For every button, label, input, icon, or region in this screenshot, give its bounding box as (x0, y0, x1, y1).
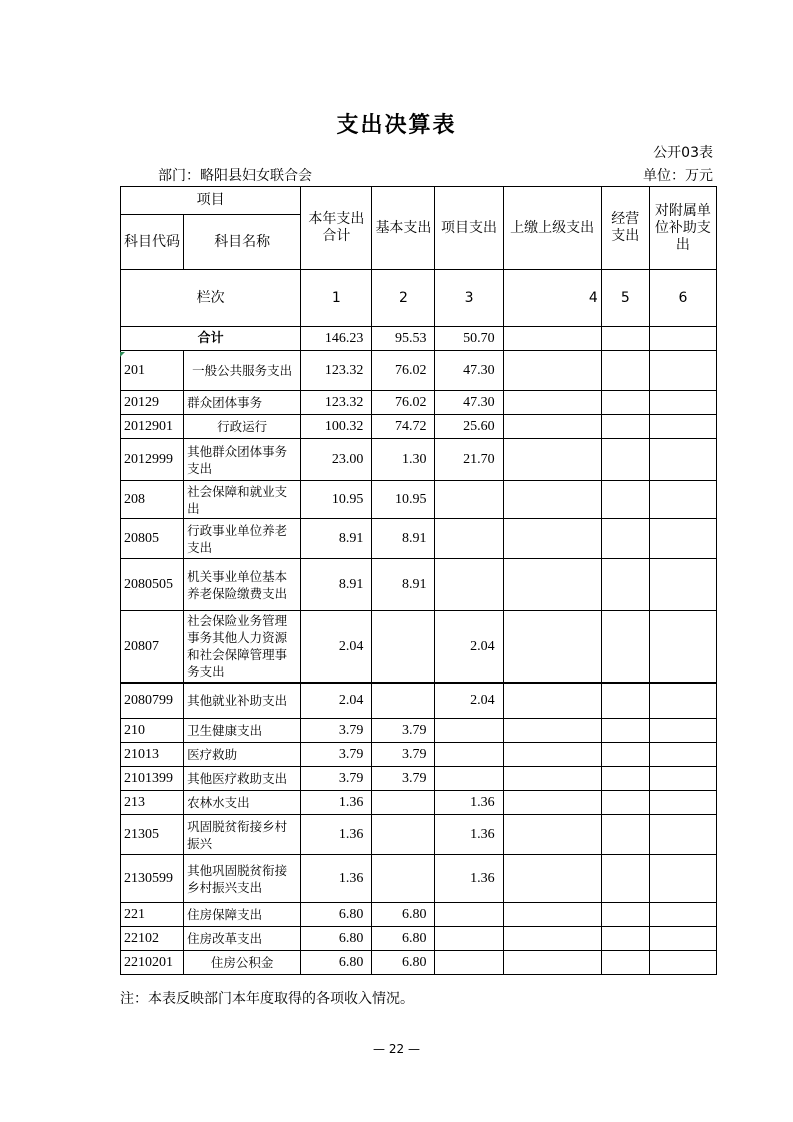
row-code: 20805 (121, 519, 184, 559)
row-basic (372, 855, 435, 903)
row-name: 住房公积金 (184, 951, 301, 975)
row-basic: 8.91 (372, 559, 435, 611)
row-project (435, 519, 503, 559)
row-basic (372, 683, 435, 719)
column-index-5: 5 (601, 270, 649, 327)
total-project: 50.70 (435, 327, 503, 351)
table-row (121, 855, 717, 903)
table-row (121, 415, 717, 439)
table-row (121, 391, 717, 415)
table-row (121, 815, 717, 855)
row-basic: 8.91 (372, 519, 435, 559)
row-name: 机关事业单位基本养老保险缴费支出 (184, 559, 301, 611)
row-code: 21013 (121, 743, 184, 767)
row-name: 住房保障支出 (184, 903, 301, 927)
cell-comment-marker (120, 352, 125, 357)
table-row (121, 351, 717, 391)
row-total: 2.04 (301, 611, 372, 683)
row-basic: 1.30 (372, 439, 435, 481)
table-row (121, 719, 717, 743)
row-name: 社会保险业务管理事务其他人力资源和社会保障管理事务支出 (184, 611, 301, 683)
row-project: 47.30 (435, 391, 503, 415)
unit-label: 单位：万元 (643, 168, 713, 184)
row-project: 25.60 (435, 415, 503, 439)
row-project: 2.04 (435, 683, 503, 719)
row-name: 医疗救助 (184, 743, 301, 767)
row-project: 1.36 (435, 791, 503, 815)
row-project: 47.30 (435, 351, 503, 391)
row-code: 213 (121, 791, 184, 815)
header-upper: 上缴上级支出 (503, 187, 601, 270)
row-code: 20807 (121, 611, 184, 683)
table-row (121, 519, 717, 559)
row-name: 其他就业补助支出 (184, 683, 301, 719)
table-row (121, 791, 717, 815)
row-code: 2080505 (121, 559, 184, 611)
row-code: 21305 (121, 815, 184, 855)
row-total: 8.91 (301, 559, 372, 611)
column-index-label: 栏次 (121, 270, 301, 327)
row-code: 2080799 (121, 683, 184, 719)
row-name: 社会保障和就业支出 (184, 481, 301, 519)
row-total: 1.36 (301, 855, 372, 903)
column-index-2: 2 (372, 270, 435, 327)
row-total: 3.79 (301, 719, 372, 743)
table-note: 注：本表反映部门本年度取得的各项收入情况。 (120, 991, 414, 1007)
row-total: 8.91 (301, 519, 372, 559)
row-name: 一般公共服务支出 (184, 351, 301, 391)
total-amount: 146.23 (301, 327, 372, 351)
row-name: 卫生健康支出 (184, 719, 301, 743)
row-total: 2.04 (301, 683, 372, 719)
row-name: 行政事业单位养老支出 (184, 519, 301, 559)
row-basic: 74.72 (372, 415, 435, 439)
row-total: 6.80 (301, 951, 372, 975)
table-row (121, 951, 717, 975)
row-name: 农林水支出 (184, 791, 301, 815)
column-index-4: 4 (503, 270, 601, 327)
row-project (435, 903, 503, 927)
row-total: 3.79 (301, 767, 372, 791)
table-row (121, 611, 717, 683)
row-code: 2101399 (121, 767, 184, 791)
row-code: 2210201 (121, 951, 184, 975)
row-basic: 76.02 (372, 391, 435, 415)
header-name: 科目名称 (184, 215, 301, 270)
row-total: 10.95 (301, 481, 372, 519)
row-code: 210 (121, 719, 184, 743)
column-index-3: 3 (435, 270, 503, 327)
row-total: 123.32 (301, 391, 372, 415)
row-name: 其他巩固脱贫衔接乡村振兴支出 (184, 855, 301, 903)
department-label: 部门：略阳县妇女联合会 (158, 168, 312, 184)
header-business: 经营支出 (601, 187, 649, 270)
table-row (121, 439, 717, 481)
table-row (121, 903, 717, 927)
row-name: 其他群众团体事务支出 (184, 439, 301, 481)
table-row (121, 481, 717, 519)
header-subsidy: 对附属单位补助支出 (649, 187, 716, 270)
row-project (435, 767, 503, 791)
row-name: 其他医疗救助支出 (184, 767, 301, 791)
row-basic (372, 815, 435, 855)
row-name: 行政运行 (184, 415, 301, 439)
row-basic: 6.80 (372, 903, 435, 927)
row-basic: 76.02 (372, 351, 435, 391)
total-basic: 95.53 (372, 327, 435, 351)
page-title: 支出决算表 (336, 113, 457, 138)
row-project: 1.36 (435, 855, 503, 903)
row-name: 巩固脱贫衔接乡村振兴 (184, 815, 301, 855)
row-total: 123.32 (301, 351, 372, 391)
table-row (121, 743, 717, 767)
header-code: 科目代码 (121, 215, 184, 270)
form-number: 公开03表 (653, 145, 713, 161)
expenditure-table (120, 186, 717, 975)
table-row (121, 559, 717, 611)
row-project (435, 927, 503, 951)
row-project: 2.04 (435, 611, 503, 683)
table-row (121, 683, 717, 719)
column-index-1: 1 (301, 270, 372, 327)
row-total: 3.79 (301, 743, 372, 767)
row-total: 6.80 (301, 927, 372, 951)
row-total: 23.00 (301, 439, 372, 481)
header-total: 本年支出合计 (301, 187, 372, 270)
row-project: 21.70 (435, 439, 503, 481)
row-code: 2012901 (121, 415, 184, 439)
row-basic: 3.79 (372, 743, 435, 767)
row-code: 2012999 (121, 439, 184, 481)
row-total: 100.32 (301, 415, 372, 439)
column-index-6: 6 (649, 270, 716, 327)
row-project (435, 951, 503, 975)
row-total: 1.36 (301, 791, 372, 815)
row-code: 2130599 (121, 855, 184, 903)
row-code: 20129 (121, 391, 184, 415)
row-name: 群众团体事务 (184, 391, 301, 415)
row-basic: 6.80 (372, 927, 435, 951)
row-code: 201 (121, 351, 184, 391)
row-project (435, 743, 503, 767)
row-project: 1.36 (435, 815, 503, 855)
header-basic: 基本支出 (372, 187, 435, 270)
row-total: 1.36 (301, 815, 372, 855)
page-number: — 22 — (373, 1042, 420, 1056)
row-name: 住房改革支出 (184, 927, 301, 951)
row-basic: 6.80 (372, 951, 435, 975)
row-code: 208 (121, 481, 184, 519)
header-project-expense: 项目支出 (435, 187, 503, 270)
row-project (435, 559, 503, 611)
table-row (121, 927, 717, 951)
table-row (121, 767, 717, 791)
row-basic: 3.79 (372, 767, 435, 791)
row-basic (372, 791, 435, 815)
row-basic: 10.95 (372, 481, 435, 519)
total-label: 合计 (121, 327, 301, 351)
row-code: 22102 (121, 927, 184, 951)
header-project: 项目 (121, 187, 301, 215)
row-project (435, 719, 503, 743)
row-basic (372, 611, 435, 683)
row-basic: 3.79 (372, 719, 435, 743)
row-project (435, 481, 503, 519)
row-total: 6.80 (301, 903, 372, 927)
total-row (121, 327, 717, 351)
row-code: 221 (121, 903, 184, 927)
